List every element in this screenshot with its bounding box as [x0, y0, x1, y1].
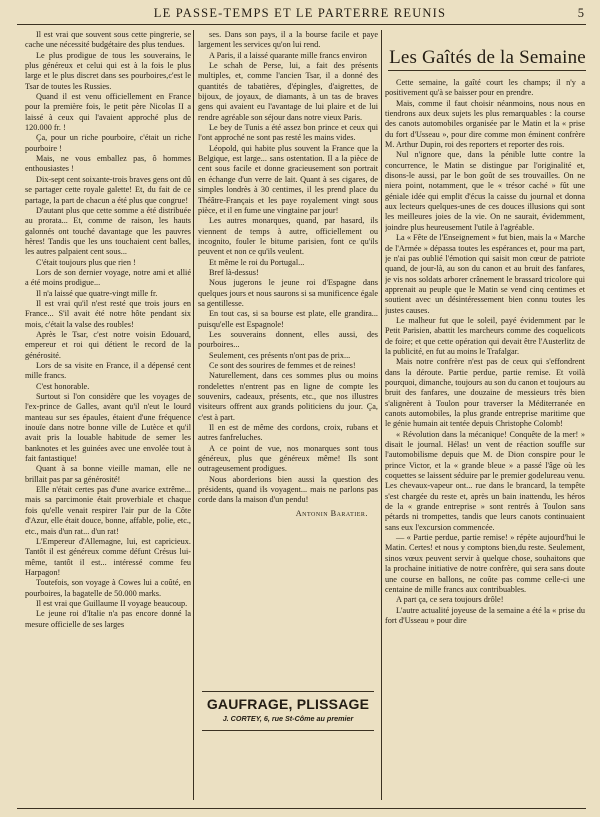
paragraph: Mais notre confrère n'est pas de ceux qui s'effondrent dans la déroute. Partie perdue, partie remise. Et voilà pourquoi, dimanche, toujours au son du canon et toujours au bruit des fanfares, une douzaine de messieurs très bien s'alignèrent à Toulon pour traverser la Méditerranée en canots automobiles, la plus grande entreprise maritime que le génie humain ait tentée depuis Christophe Colomb!: [385, 357, 585, 429]
paragraph: La « Fête de l'Enseignement » fut bien, mais la « Marche de l'Armée » dépassa toutes les espérances et, pour ma part, je n'ai pas oublié l'émotion qui saisit mon cœur de patriote quand, de jour-là, au son du canon et au bruit des fanfares, je vis nos soldats arborer crânement le brassard tricolore qui apprenait au peuple que le Matin se vend cinq centimes et soutient avec un désintéressement bien connu toutes les justes causes.: [385, 233, 585, 315]
paragraph: Nous jugerons le jeune roi d'Espagne dans quelques jours et nous saurons si sa munificence égale sa gentillesse.: [198, 278, 378, 308]
paragraph: Lors de sa visite en France, il a dépensé cent mille francs.: [25, 361, 191, 381]
paragraph: Le malheur fut que le soleil, payé évidemment par le Petit Parisien, abattit les marcheurs comme des coquelicots de foire; et que cette opération qui devait être l'Austerlitz de la publicité, en fut au moins le Trafalgar.: [385, 315, 585, 356]
paragraph: Nul n'ignore que, dans la pénible lutte contre la concurrence, le Matin se distingue par l'originalité et, disons-le aussi, par le bon goût de ses trouvailles. On ne niera point, notamment, que le « trésor caché » fût une géniale idée qui emplit d'écus la caisse du journal et donna aux lecteurs quelques-unes de ces douces illusions qui sont les meilleures joies de la vie. On ne saurait, évidemment, joindre plus heureusement l'utile à l'agréable.: [385, 150, 585, 232]
paragraph: A ce point de vue, nos monarques sont tous généreux, plus que généreux même! Ils sont outrageusement prodigues.: [198, 443, 378, 474]
paragraph: Le bey de Tunis a été assez bon prince et ceux qui l'ont approché ne sont pas resté les mains vides.: [198, 123, 378, 143]
paragraph: Lors de son dernier voyage, notre ami et allié a été moins prodigue...: [25, 267, 191, 288]
paragraph: Et même le roi du Portugal...: [209, 257, 305, 267]
footer-rule: [17, 808, 586, 809]
paragraph: A part ça, ce sera toujours drôle!: [396, 595, 504, 605]
column-divider: [193, 30, 194, 800]
paragraph: Mais, ne vous emballez pas, ô hommes enthousiastes !: [25, 154, 191, 174]
paragraph: En tout cas, si sa bourse est plate, elle grandira... puisqu'elle est Espagnole!: [198, 309, 378, 329]
paragraph: Naturellement, dans ces sommes plus ou moins rondelettes n'entrent pas en ligne de compte les souvenirs, cadeaux, présents, etc., que nos illustres visiteurs offrent aux grands politiciens du jour. Ça, c'est à part.: [198, 371, 378, 422]
author-signature: Antonin Baratier.: [295, 508, 368, 518]
paragraph: Il est vrai qu'il n'est resté que trois jours en France... S'il avait été notre hôte pendant six mois, c'était la valse des roubles!: [25, 298, 191, 329]
advertisement-title: GAUFRAGE, PLISSAGE: [206, 696, 370, 712]
paragraph: Ce sont des sourires de femmes et de reines!: [209, 361, 356, 370]
paragraph: Les autres monarques, quand, par hasard, ils viennent de temps à autre, officiellement ou incognito, fouler le bitume parisien, font ce qu'ils peuvent et non ce qu'ils veulent.: [198, 216, 378, 257]
paragraph: ses. Dans son pays, il a la bourse facile et paye largement les services qu'on lui rend.: [198, 30, 378, 50]
paragraph: Surtout si l'on considère que les voyages de l'ex-prince de Galles, avant qu'il n'eut le lourd manteau sur ses épaules, étaient d'une fréquence inouïe dans notre bonne ville de Lutèce et qu'il avait pris la louable habitude de semer les banknotes et les guinées avec une envolée tout à fait fantastique!: [25, 392, 191, 464]
paragraph: Il est vrai que souvent sous cette pingrerie, se cache une nécessité budgétaire des plus tendues.: [25, 30, 191, 50]
paragraph: Léopold, qui habite plus souvent la France que la Belgique, est large... sans ostentation. Il a la pièce de cent sous facile et donne gracieusement son portrait en échange d'un verre de lait. Quant à ses cigares, de simples londrès à 30 centimes, il les prend place du Théâtre-Français et les paye royalement vingt sous pièce, et il en fume une vingtaine par jour!: [198, 143, 378, 215]
paragraph: Bref là-dessus!: [209, 267, 259, 277]
advertisement-address: J. CORTEY, 6, rue St-Côme au premier: [222, 714, 354, 723]
column-divider: [381, 30, 382, 800]
paragraph: Seulement, ces présents n'ont pas de prix...: [209, 350, 351, 360]
paragraph: Après le Tsar, c'est notre voisin Edouard, empereur et roi qui détient le record de la générosité.: [25, 329, 191, 360]
paragraph: Cette semaine, la gaîté court les champs; il n'y a positivement qu'à se baisser pour en prendre.: [385, 78, 585, 98]
section-title: Les Gaîtés de la Semaine: [389, 47, 586, 68]
paragraph: L'Empereur d'Allemagne, lui, est capricieux. Tantôt il est généreux comme défunt Crésus lui-même, tantôt il est... intéressé comme feu Harpagon!: [25, 536, 191, 577]
paragraph: Elle n'était certes pas d'une avarice extrême... mais sa parcimonie était proverbiale et chaque fois qu'elle venait respirer l'air pur de la Côte d'Azur, elle était douce, bonne, affable, polie, etc., etc., mais d'un rat... d'un rat!: [25, 485, 191, 536]
paragraph: C'est honorable.: [36, 381, 90, 391]
paragraph: « Révolution dans la mécanique! Conquête de la mer! » disait le journal. Hélas! un vent de réaction souffle sur l'automobilisme depuis que M. de Dion conspire pour le prince Victor, et la « grande bleue » a passé l'âge où les coquettes se laissent séduire par le premier godelureau venu. Les chevaux-vapeur ont... rue dans le brancard, la tempête s'est chargée du reste et, après un bain inattendu, les héros de la « grande entreprise » sont rentrés à Toulon sans pétards ni trompettes, tandis que leurs canots continuaient sans eux l'excursion commencée.: [385, 429, 585, 532]
header-rule: [17, 24, 586, 25]
paragraph: Ça, pour un riche pourboire, c'était un riche pourboire !: [25, 133, 191, 153]
publication-title: LE PASSE-TEMPS ET LE PARTERRE REUNIS: [153, 6, 447, 20]
paragraph: Le plus prodigue de tous les souverains, le plus généreux et celui qui est à la fois le plus large et le plus discret dans ses pourboires,c'est le Tsar de toutes les Russies.: [25, 50, 191, 91]
article-column-2: [198, 30, 378, 800]
paragraph: Quant à sa bonne vieille maman, elle ne brillait pas par sa générosité!: [25, 464, 191, 484]
paragraph: — « Partie perdue, partie remise! » répète aujourd'hui le Matin. Certes! et nous y comptons bien,du reste. Seulement, sinos vœux peuvent servir à quelque chose, souhaitons que la prochaine initiative de notre confrère, qui sera sans doute une course en ballons, ne coûte pas comme celle-ci une centaine de mille francs aux contribuables.: [385, 533, 585, 594]
paragraph: Il est vrai que Guillaume II voyage beaucoup.: [36, 598, 188, 608]
advertisement-box: [202, 691, 374, 731]
page-number: 5: [577, 6, 584, 20]
paragraph: A Paris, il a laissé quarante mille francs environ: [209, 50, 367, 60]
paragraph: Quand il est venu officiellement en France pour la première fois, le petit père Nicolas II a laissé à ceux qui l'avaient approché plus de 120.000 fr. !: [25, 92, 191, 133]
paragraph: Nous aborderions bien aussi la question des présidents, quand ils voyagent... mais ne parlons pas corde dans la maison d'un pendu!: [198, 474, 378, 505]
article-column-3: [385, 78, 585, 798]
paragraph: Le schah de Perse, lui, a fait des présents multiples, et, comme l'ancien Tsar, il a donné des quantités de tabatières, d'épingles, d'aigrettes, de bijoux, de joyaux, de diamants, à un tas de braves gens qui avaient eu l'avantage de lui plaire et de lui rendre agréable son séjour dans notre vieux Paris.: [198, 61, 378, 122]
paragraph: C'était toujours plus que rien !: [36, 257, 136, 267]
paragraph: Mais, comme il faut choisir néanmoins, nous nous en tiendrons aux deux sujets les plus remarquables : la course des canots automobiles organisée par le Matin et la « prise du fort d'Usseau », pour dire comme mon éminent confrère M. Arthur Dupin, roi des reporters et reporter des rois.: [385, 98, 585, 150]
section-rule: [388, 70, 586, 71]
paragraph: Dix-sept cent soixante-trois braves gens ont dû se partager cette royale galette! Et, du fait de ce partage, la part de chacun a été plus que congrue!: [25, 174, 191, 205]
paragraph: Le jeune roi d'Italie n'a pas encore donné la mesure officielle de ses larges: [25, 609, 191, 629]
paragraph: Toutefois, son voyage à Cowes lui a coûté, en pourboires, la bagatelle de 50.000 marks.: [25, 578, 191, 598]
paragraph: D'autant plus que cette somme a été distribuée au prorata... Et, comme de raison, les hauts galonnés ont touché davantage que les pauvres hères! Tandis que les uns touchaient cent balles, les autres palpaient cent sous...: [25, 205, 191, 257]
paragraph: Il en est de même des cordons, croix, rubans et autres fanfreluches.: [198, 423, 378, 443]
paragraph: Il n'a laissé que quatre-vingt mille fr.: [36, 288, 158, 298]
paragraph: Les souverains donnent, elles aussi, des pourboires...: [198, 329, 378, 350]
paragraph: L'autre actualité joyeuse de la semaine a été la « prise du fort d'Usseau » pour dire: [385, 605, 585, 625]
running-header: [0, 6, 600, 22]
article-column-1: [25, 30, 191, 800]
